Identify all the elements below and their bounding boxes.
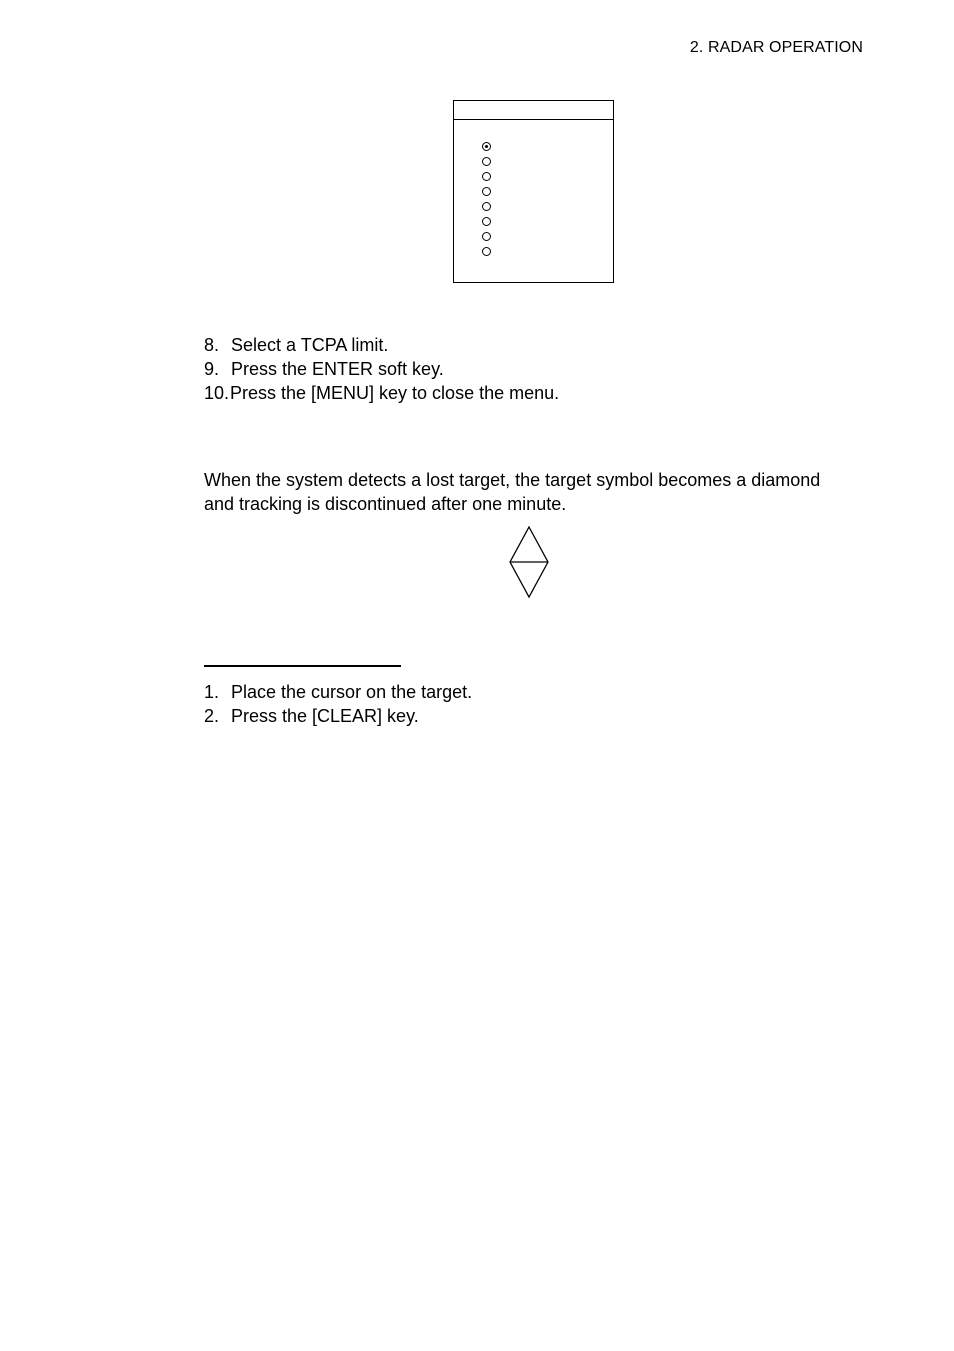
step-text: Select a TCPA limit. bbox=[231, 335, 389, 355]
radio-button[interactable] bbox=[482, 157, 491, 166]
tcpa-option-list bbox=[482, 142, 491, 262]
step-number: 10. bbox=[204, 383, 230, 403]
radio-button[interactable] bbox=[482, 232, 491, 241]
step-2 bbox=[204, 704, 419, 728]
menu-title-bar bbox=[454, 101, 613, 120]
step-number: 1. bbox=[204, 682, 220, 702]
step-1 bbox=[204, 680, 472, 704]
step-8 bbox=[204, 333, 388, 357]
lost-target-diamond-icon bbox=[508, 526, 550, 600]
step-text: Press the ENTER soft key. bbox=[231, 359, 444, 379]
step-10 bbox=[204, 381, 559, 405]
step-9 bbox=[204, 357, 444, 381]
page-header: 2. RADAR OPERATION bbox=[689, 39, 863, 56]
radio-button[interactable] bbox=[482, 202, 491, 211]
radio-button[interactable] bbox=[482, 247, 491, 256]
radio-button[interactable] bbox=[482, 187, 491, 196]
step-text: Place the cursor on the target. bbox=[231, 682, 473, 702]
step-number: 2. bbox=[204, 706, 220, 726]
radio-button-selected[interactable] bbox=[482, 142, 491, 151]
step-number: 8. bbox=[204, 335, 220, 355]
radio-button[interactable] bbox=[482, 217, 491, 226]
section-heading-rule bbox=[204, 665, 401, 667]
tcpa-menu-window bbox=[453, 100, 614, 283]
radio-button[interactable] bbox=[482, 172, 491, 181]
step-text: Press the [MENU] key to close the menu. bbox=[230, 383, 560, 403]
step-number: 9. bbox=[204, 359, 220, 379]
step-text: Press the [CLEAR] key. bbox=[231, 706, 419, 726]
lost-target-paragraph: When the system detects a lost target, the target symbol becomes a diamond and tracking is discontinued after one minute. bbox=[204, 470, 821, 514]
